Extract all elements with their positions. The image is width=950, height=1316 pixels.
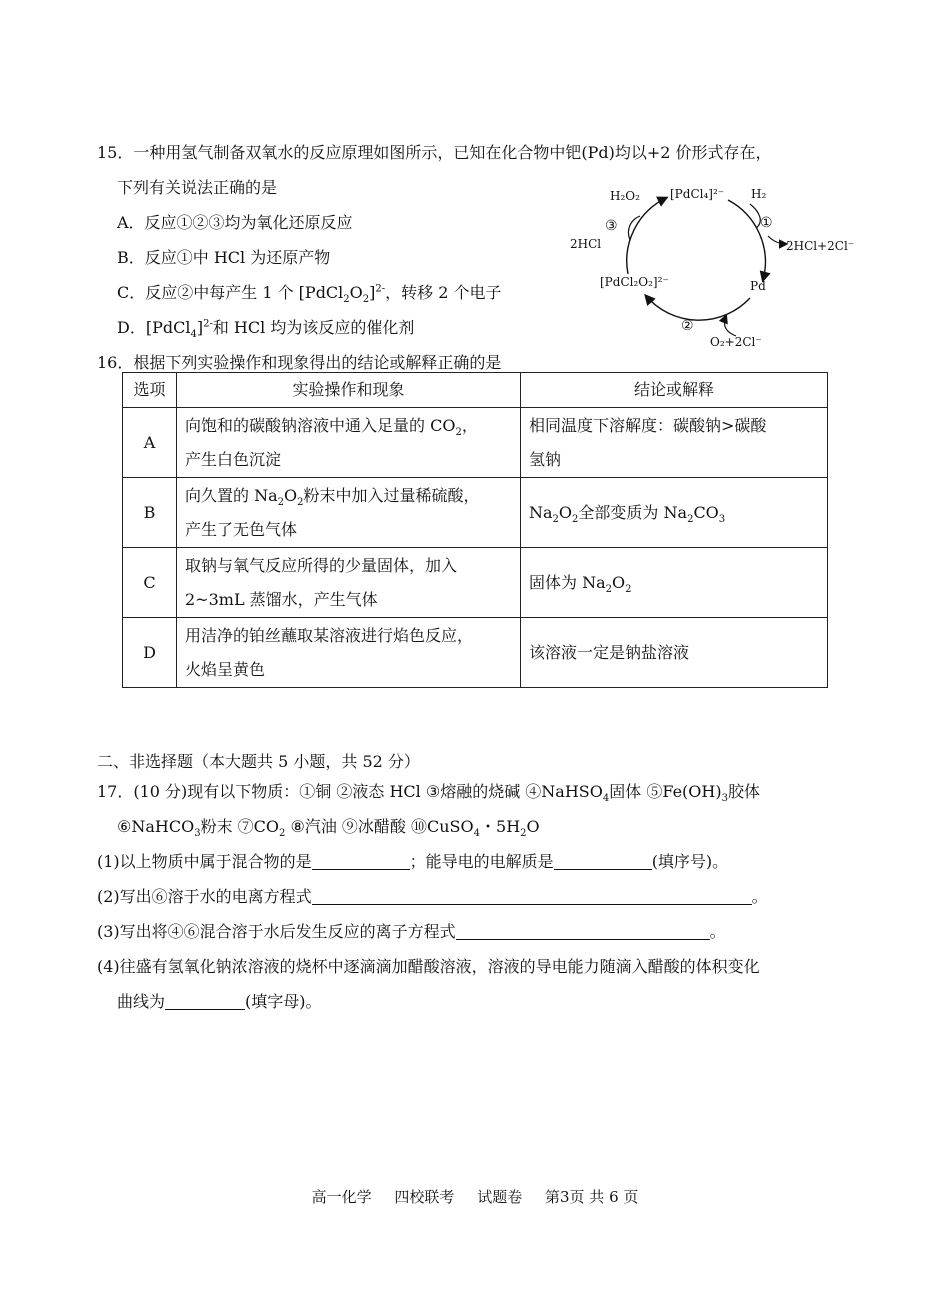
q15-option-c: C．反应②中每产生 1 个 $[PdCl_2O_2]^{2-}$，转移 2 个电子: [117, 283, 502, 306]
answer-blank-electrolytes[interactable]: [554, 853, 652, 870]
section2-title: 二、非选择题（本大题共 5 小题，共 52 分）: [97, 752, 420, 771]
answer-blank-ionization[interactable]: [312, 888, 752, 905]
table-row: [123, 478, 828, 548]
q17-part4-line2: 曲线为 (填字母)。: [117, 992, 322, 1011]
row-option: D: [123, 618, 177, 688]
label-products1: 2HCl+2Cl⁻: [786, 239, 855, 253]
label-step3: ③: [605, 218, 618, 234]
q15-option-a: A．反应①②③均为氧化还原反应: [117, 213, 353, 232]
row-option: A: [123, 408, 177, 478]
table-header-option: 选项: [123, 373, 177, 408]
reaction-cycle-diagram: [560, 178, 860, 353]
row-operation: 向久置的 $Na_2O_2$粉末中加入过量稀硫酸， 产生了无色气体: [177, 478, 521, 548]
footer-paper: 试题卷: [477, 1188, 523, 1206]
cycle-arrow-step1: [728, 200, 765, 280]
q17-part1: (1)以上物质中属于混合物的是 ；能导电的电解质是 (填序号)。: [97, 852, 729, 871]
footer-exam: 四校联考: [394, 1188, 455, 1206]
label-o2: O₂+2Cl⁻: [710, 335, 762, 349]
q17-line1: 17．(10 分)现有以下物质：①铜 ②液态 HCl ③熔融的烧碱 ④NaHSO$_4$固体 $⑤Fe(OH)_3$胶体: [97, 782, 760, 805]
answer-blank-ionic-equation[interactable]: [456, 923, 710, 940]
o2-in-arrow: [724, 316, 736, 336]
row-conclusion: $Na_2O_2$全部变质为 $Na_2CO_3$: [521, 478, 828, 548]
row-operation: 向饱和的碳酸钠溶液中通入足量的 $CO_2$， 产生白色沉淀: [177, 408, 521, 478]
label-pdcl2o2: [PdCl₂O₂]²⁻: [600, 275, 669, 289]
q15-stem-line2: 下列有关说法正确的是: [117, 178, 278, 197]
q16-stem: 16．根据下列实验操作和现象得出的结论或解释正确的是: [97, 353, 502, 372]
footer-subject: 高一化学: [311, 1188, 372, 1206]
cycle-arrow-step3: [627, 198, 666, 274]
row-operation: 取钠与氧气反应所得的少量固体，加入 2~3mL 蒸馏水，产生气体: [177, 548, 521, 618]
table-row: [123, 618, 828, 688]
q15-option-d: D．[PdCl$_4$]$^{2-}$和 HCl 均为该反应的催化剂: [117, 318, 415, 341]
page-footer: [0, 1186, 950, 1207]
hcl-out-arrow: [768, 236, 786, 244]
label-pdcl4: [PdCl₄]²⁻: [670, 187, 725, 201]
answer-blank-mixtures[interactable]: [312, 853, 410, 870]
table-header-operation: 实验操作和现象: [177, 373, 521, 408]
label-h2o2: H₂O₂: [610, 189, 640, 203]
q17-line2: ⑥NaHCO$_3$粉末 $⑦CO_2$ ⑧汽油 ⑨冰醋酸 ⑩CuSO$_4$・$5H_2O$: [117, 817, 540, 840]
cycle-arrow-step2: [646, 296, 750, 320]
label-h2: H₂: [751, 187, 767, 201]
q17-part3: (3)写出将④⑥混合溶于水后发生反应的离子方程式 。: [97, 922, 726, 941]
q15-stem-line1: 15．一种用氢气制备双氧水的反应原理如图所示，已知在化合物中钯(Pd)均以+2 价形式存在，: [97, 143, 772, 162]
row-conclusion: 相同温度下溶解度：碳酸钠>碳酸 氢钠: [521, 408, 828, 478]
label-step1: ①: [760, 215, 773, 231]
q16-table: [122, 372, 828, 688]
q17-part2: (2)写出⑥溶于水的电离方程式 。: [97, 887, 768, 906]
answer-blank-curve[interactable]: [165, 993, 245, 1010]
q15-option-b: B．反应①中 HCl 为还原产物: [117, 248, 331, 267]
row-conclusion: 固体为 $Na_2O_2$: [521, 548, 828, 618]
table-row: [123, 408, 828, 478]
row-option: B: [123, 478, 177, 548]
row-operation: 用洁净的铂丝蘸取某溶液进行焰色反应， 火焰呈黄色: [177, 618, 521, 688]
footer-page: 第3页 共 6 页: [544, 1188, 639, 1206]
q17-part4-line1: (4)往盛有氢氧化钠浓溶液的烧杯中逐滴滴加醋酸溶液，溶液的导电能力随滴入醋酸的体积变化: [97, 957, 760, 976]
label-step2: ②: [681, 318, 694, 334]
label-2hcl: 2HCl: [570, 237, 602, 251]
table-header-conclusion: 结论或解释: [521, 373, 828, 408]
label-pd: Pd: [750, 279, 766, 293]
row-option: C: [123, 548, 177, 618]
row-conclusion: 该溶液一定是钠盐溶液: [521, 618, 828, 688]
table-row: [123, 548, 828, 618]
